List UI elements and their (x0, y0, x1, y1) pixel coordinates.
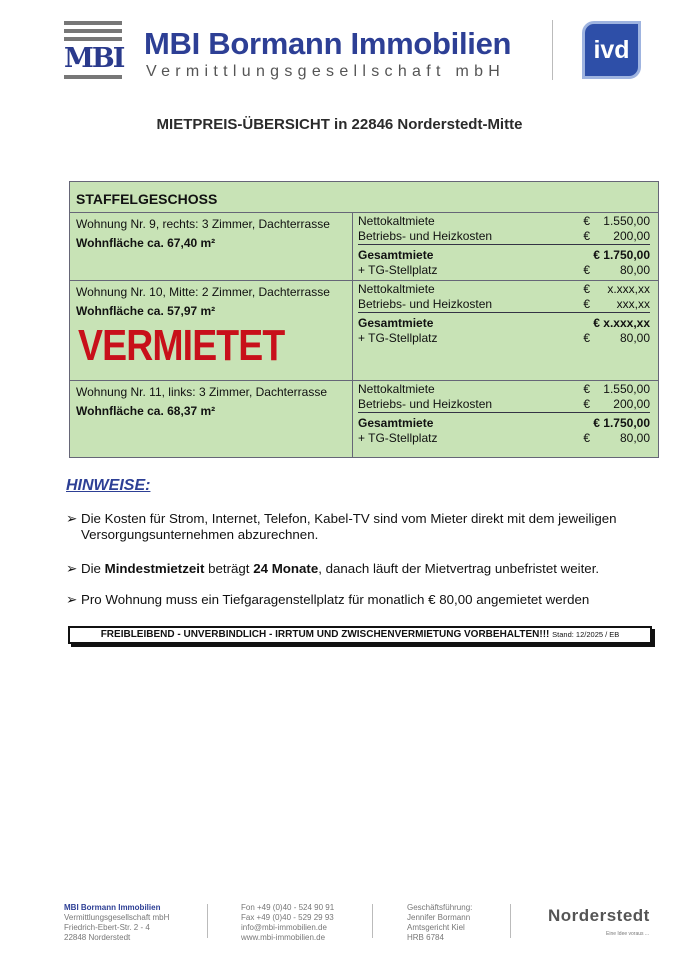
apartment-area: Wohnfläche ca. 57,97 m² (76, 304, 216, 318)
footer-email[interactable]: info@mbi-immobilien.de (241, 923, 327, 932)
apartment-description: Wohnung Nr. 10, Mitte: 2 Zimmer, Dachterrasse (76, 285, 330, 299)
costs-value: 200,00 (613, 229, 650, 243)
total-rent-label: Gesamtmiete (358, 316, 434, 330)
mbi-logo (64, 21, 122, 79)
note-min-term (66, 561, 646, 577)
footer-legal (407, 903, 472, 943)
apartment-description: Wohnung Nr. 11, links: 3 Zimmer, Dachterrasse (76, 385, 327, 399)
costs-label: Betriebs- und Heizkosten (358, 229, 493, 243)
footer-line: Geschäftsführung: (407, 903, 473, 912)
footer-phone: Fon +49 (0)40 - 524 90 91 (241, 903, 335, 912)
net-rent-value: x.xxx,xx (607, 282, 650, 296)
parking-label: + TG-Stellplatz (358, 431, 438, 445)
table-heading: STAFFELGESCHOSS (70, 182, 658, 213)
stand-date: Stand: 12/2025 / EB (552, 630, 620, 639)
total-rent-value: € 1.750,00 (593, 248, 650, 262)
footer-line: Amtsgericht Kiel (407, 923, 465, 932)
note-text: Pro Wohnung muss ein Tiefgaragenstellplatz für monatlich € 80,00 angemietet werden (81, 592, 590, 607)
arrow-icon: ➢ (66, 511, 78, 526)
footer-line: Vermittlungsgesellschaft mbH (64, 913, 170, 922)
footer-contact (241, 903, 334, 943)
disclaimer-text: FREIBLEIBEND - UNVERBINDLICH - IRRTUM UND ZWISCHENVERMIETUNG VORBEHALTEN!!! (100, 629, 553, 640)
note-text: Mindestmietzeit (104, 561, 205, 576)
net-rent-label: Nettokaltmiete (358, 282, 435, 296)
parking-value: 80,00 (619, 431, 650, 445)
divider (372, 904, 373, 938)
footer-line: HRB 6784 (407, 933, 444, 942)
note-utilities (66, 511, 646, 543)
footer-company-name: MBI Bormann Immobilien (64, 903, 161, 912)
costs-value: xxx,xx (616, 297, 650, 311)
footer-company (64, 903, 169, 943)
note-text: 24 Monate (253, 561, 319, 576)
table-row (70, 381, 658, 458)
euro-sign: € (583, 214, 590, 228)
total-rent-value: € x.xxx,xx (593, 316, 650, 330)
costs-label: Betriebs- und Heizkosten (358, 397, 493, 411)
euro-sign: € (583, 229, 590, 243)
arrow-icon: ➢ (66, 592, 78, 607)
euro-sign: € (583, 382, 590, 396)
footer-website[interactable]: www.mbi-immobilien.de (241, 933, 326, 942)
arrow-icon: ➢ (66, 561, 78, 576)
total-rent-value: € 1.750,00 (593, 416, 650, 430)
parking-label: + TG-Stellplatz (358, 331, 438, 345)
divider (510, 904, 511, 938)
rented-stamp: VERMIETET (78, 321, 285, 370)
total-rent-label: Gesamtmiete (358, 248, 434, 262)
euro-sign: € (583, 431, 590, 445)
net-rent-label: Nettokaltmiete (358, 382, 435, 396)
net-rent-value: 1.550,00 (603, 214, 650, 228)
note-text: beträgt (204, 561, 254, 576)
costs-value: 200,00 (613, 397, 650, 411)
total-rent-label: Gesamtmiete (358, 416, 434, 430)
note-text: , danach läuft der Mietvertrag unbefristet weiter. (318, 561, 600, 576)
costs-label: Betriebs- und Heizkosten (358, 297, 493, 311)
notes-heading: HINWEISE: (66, 477, 151, 494)
note-parking (66, 592, 646, 608)
apartment-area: Wohnfläche ca. 67,40 m² (76, 236, 216, 250)
net-rent-value: 1.550,00 (603, 382, 650, 396)
euro-sign: € (583, 397, 590, 411)
divider (207, 904, 208, 938)
ivd-logo: ivd (582, 21, 641, 79)
parking-value: 80,00 (619, 331, 650, 345)
norderstedt-logo: Norderstedt (548, 906, 650, 925)
euro-sign: € (583, 263, 590, 277)
rent-table (69, 181, 659, 458)
footer-line: Jennifer Bormann (407, 913, 471, 922)
net-rent-label: Nettokaltmiete (358, 214, 435, 228)
table-row (70, 213, 658, 281)
norderstedt-slogan: Eine Idee voraus ... (606, 931, 650, 937)
parking-value: 80,00 (619, 263, 650, 277)
euro-sign: € (583, 297, 590, 311)
footer-line: Friedrich-Ebert-Str. 2 - 4 (64, 923, 150, 932)
disclaimer-banner (68, 626, 652, 644)
apartment-area: Wohnfläche ca. 68,37 m² (76, 404, 216, 418)
euro-sign: € (583, 331, 590, 345)
brand-name: MBI Bormann Immobilien (144, 26, 512, 61)
logo-text: MBI (64, 43, 124, 74)
footer-line: 22848 Norderstedt (64, 933, 131, 942)
footer-fax: Fax +49 (0)40 - 529 29 93 (241, 913, 334, 922)
apartment-description: Wohnung Nr. 9, rechts: 3 Zimmer, Dachterrasse (76, 217, 330, 231)
divider (552, 20, 553, 80)
euro-sign: € (583, 282, 590, 296)
page-title: MIETPREIS-ÜBERSICHT in 22846 Norderstedt-Mitte (156, 116, 523, 133)
parking-label: + TG-Stellplatz (358, 263, 438, 277)
brand-subtitle: Vermittlungsgesellschaft mbH (146, 63, 506, 80)
note-text: Die Kosten für Strom, Internet, Telefon, Kabel-TV sind vom Mieter direkt mit dem jeweiligen Versorgungsunternehmen abzurechnen. (81, 511, 617, 542)
note-text: Die (81, 561, 105, 576)
